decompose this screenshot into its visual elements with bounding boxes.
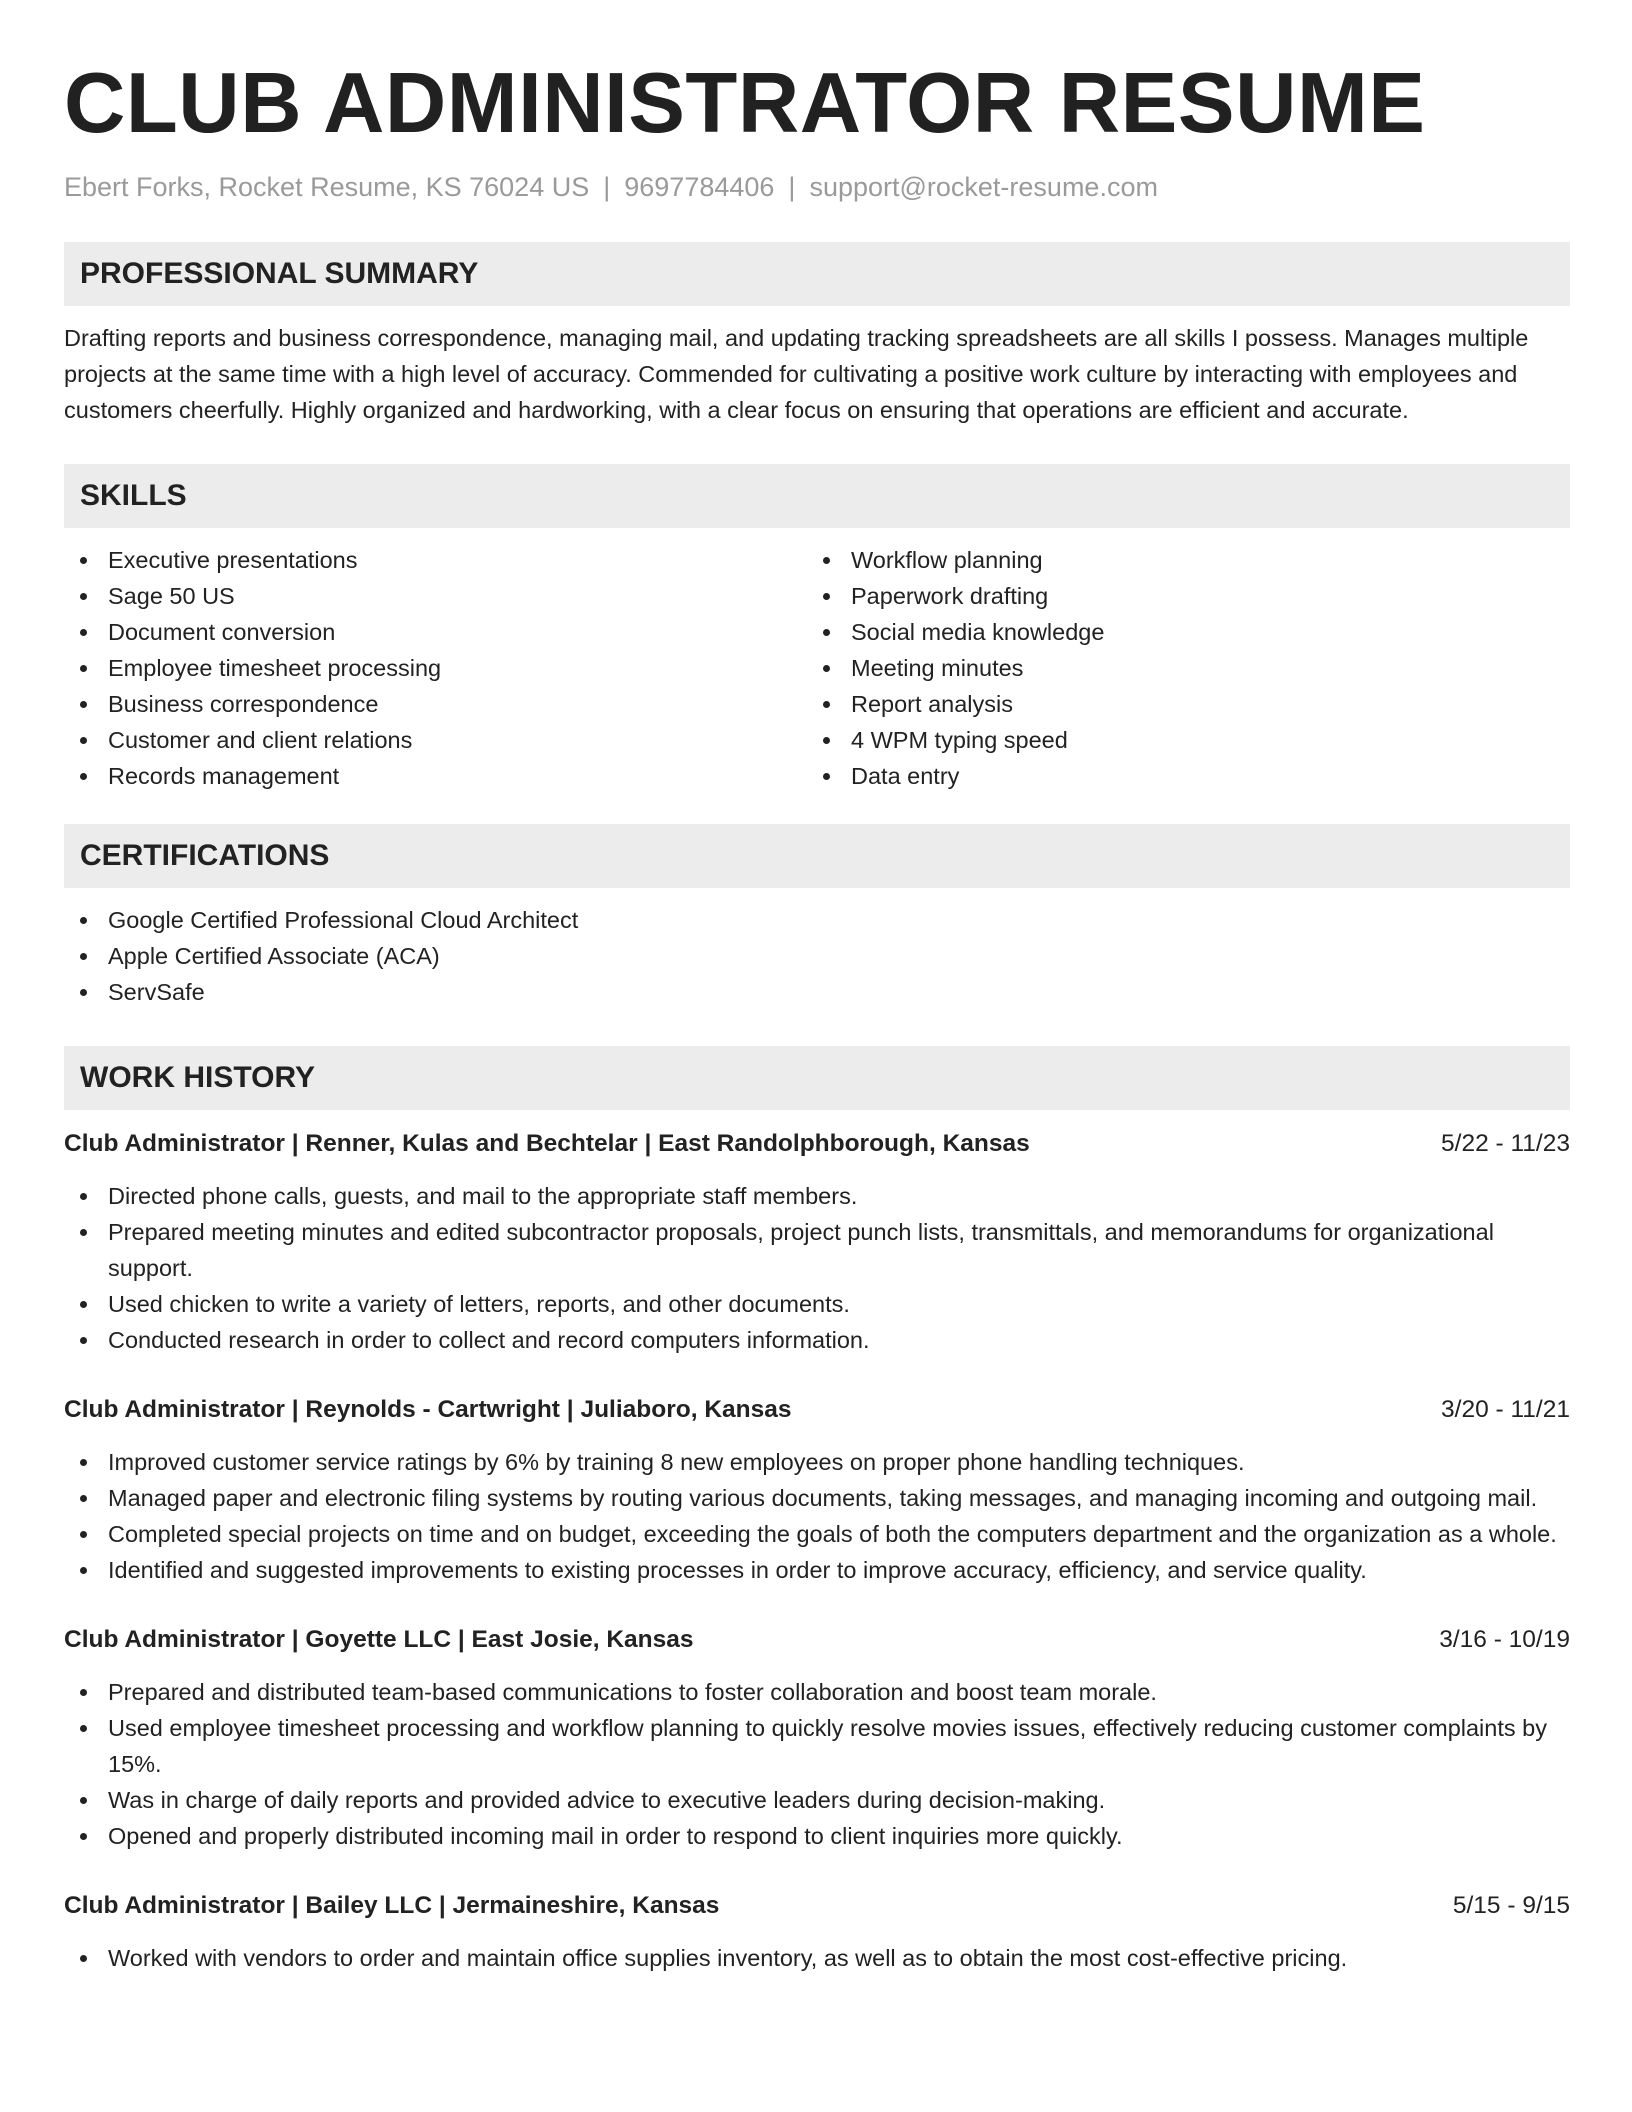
job-bullet: Improved customer service ratings by 6% by training 8 new employees on proper phone handling techniques. [64,1444,1570,1480]
job-bullet: Was in charge of daily reports and provided advice to executive leaders during decision-making. [64,1782,1570,1818]
job-bullet: Worked with vendors to order and maintain office supplies inventory, as well as to obtain the most cost-effective pricing. [64,1940,1570,1976]
contact-separator: | [788,172,796,202]
job-entry [64,1888,1570,1976]
skill-item: Executive presentations [64,542,807,578]
resume-title: CLUB ADMINISTRATOR RESUME [64,56,1426,151]
job-title: Club Administrator | Renner, Kulas and Bechtelar | East Randolphborough, Kansas [64,1130,1030,1157]
skill-item: Records management [64,758,807,794]
skill-item: Sage 50 US [64,578,807,614]
certification-item: Google Certified Professional Cloud Architect [64,902,1570,938]
certifications-list [64,902,1570,1010]
work-history-section [64,1046,1570,1976]
job-header [64,1888,1570,1924]
job-header [64,1126,1570,1162]
job-bullets [64,1178,1570,1358]
contact-separator: | [603,172,611,202]
certifications-section [64,824,1570,1010]
resume-page [64,0,1570,1976]
job-dates: 5/22 - 11/23 [1441,1130,1570,1157]
job-bullet: Conducted research in order to collect and record computers information. [64,1322,1570,1358]
contact-address: Ebert Forks, Rocket Resume, KS 76024 US [64,172,590,202]
job-bullet: Prepared meeting minutes and edited subcontractor proposals, project punch lists, transmittals, and memorandums for organizational support. [64,1214,1570,1286]
job-bullet: Used employee timesheet processing and workflow planning to quickly resolve movies issues, effectively reducing customer complaints by 15%. [64,1710,1570,1782]
job-header [64,1622,1570,1658]
job-bullet: Managed paper and electronic filing systems by routing various documents, taking messages, and managing incoming and outgoing mail. [64,1480,1570,1516]
skill-item: Meeting minutes [807,650,1550,686]
job-title: Club Administrator | Goyette LLC | East Josie, Kansas [64,1626,694,1653]
skill-item: Business correspondence [64,686,807,722]
job-bullet: Prepared and distributed team-based communications to foster collaboration and boost team morale. [64,1674,1570,1710]
skill-item: 4 WPM typing speed [807,722,1550,758]
contact-email: support@rocket-resume.com [809,172,1158,202]
summary-section [64,242,1570,428]
skill-item: Report analysis [807,686,1550,722]
certifications-heading: CERTIFICATIONS [64,824,1570,888]
job-bullet: Completed special projects on time and on budget, exceeding the goals of both the computers department and the organization as a whole. [64,1516,1570,1552]
skill-item: Social media knowledge [807,614,1550,650]
job-title: Club Administrator | Reynolds - Cartwright | Juliaboro, Kansas [64,1396,792,1423]
job-bullet: Directed phone calls, guests, and mail to the appropriate staff members. [64,1178,1570,1214]
skills-section [64,464,1570,794]
job-entry [64,1622,1570,1854]
job-entry [64,1126,1570,1358]
job-dates: 5/15 - 9/15 [1452,1892,1570,1919]
skill-item: Customer and client relations [64,722,807,758]
skills-heading: SKILLS [64,464,1570,528]
job-bullet: Opened and properly distributed incoming mail in order to respond to client inquiries more quickly. [64,1818,1570,1854]
summary-heading: PROFESSIONAL SUMMARY [64,242,1570,306]
skill-item: Document conversion [64,614,807,650]
certification-item: Apple Certified Associate (ACA) [64,938,1570,974]
skill-item: Paperwork drafting [807,578,1550,614]
certification-item: ServSafe [64,974,1570,1010]
skills-list-right [807,542,1550,794]
job-bullets [64,1940,1570,1976]
skill-item: Data entry [807,758,1550,794]
job-bullets [64,1444,1570,1588]
skills-list-left [64,542,807,794]
contact-line [64,170,1570,204]
job-entry [64,1392,1570,1588]
contact-phone: 9697784406 [624,172,775,202]
skill-item: Employee timesheet processing [64,650,807,686]
job-title: Club Administrator | Bailey LLC | Jermaineshire, Kansas [64,1892,720,1919]
summary-text: Drafting reports and business correspondence, managing mail, and updating tracking spreadsheets are all skills I possess. Manages multiple projects at the same time with a high level of accuracy. Commended for cultivating a positive work culture by interacting with employees and customers cheerfully. Highly organized and hardworking, with a clear focus on ensuring that operations are efficient and accurate. [64,325,1529,423]
job-bullet: Used chicken to write a variety of letters, reports, and other documents. [64,1286,1570,1322]
job-dates: 3/16 - 10/19 [1439,1626,1570,1653]
job-dates: 3/20 - 11/21 [1441,1396,1570,1423]
job-bullets [64,1674,1570,1854]
work-history-heading: WORK HISTORY [64,1046,1570,1110]
job-bullet: Identified and suggested improvements to existing processes in order to improve accuracy, efficiency, and service quality. [64,1552,1570,1588]
job-header [64,1392,1570,1428]
skills-grid [64,542,1570,794]
skill-item: Workflow planning [807,542,1550,578]
